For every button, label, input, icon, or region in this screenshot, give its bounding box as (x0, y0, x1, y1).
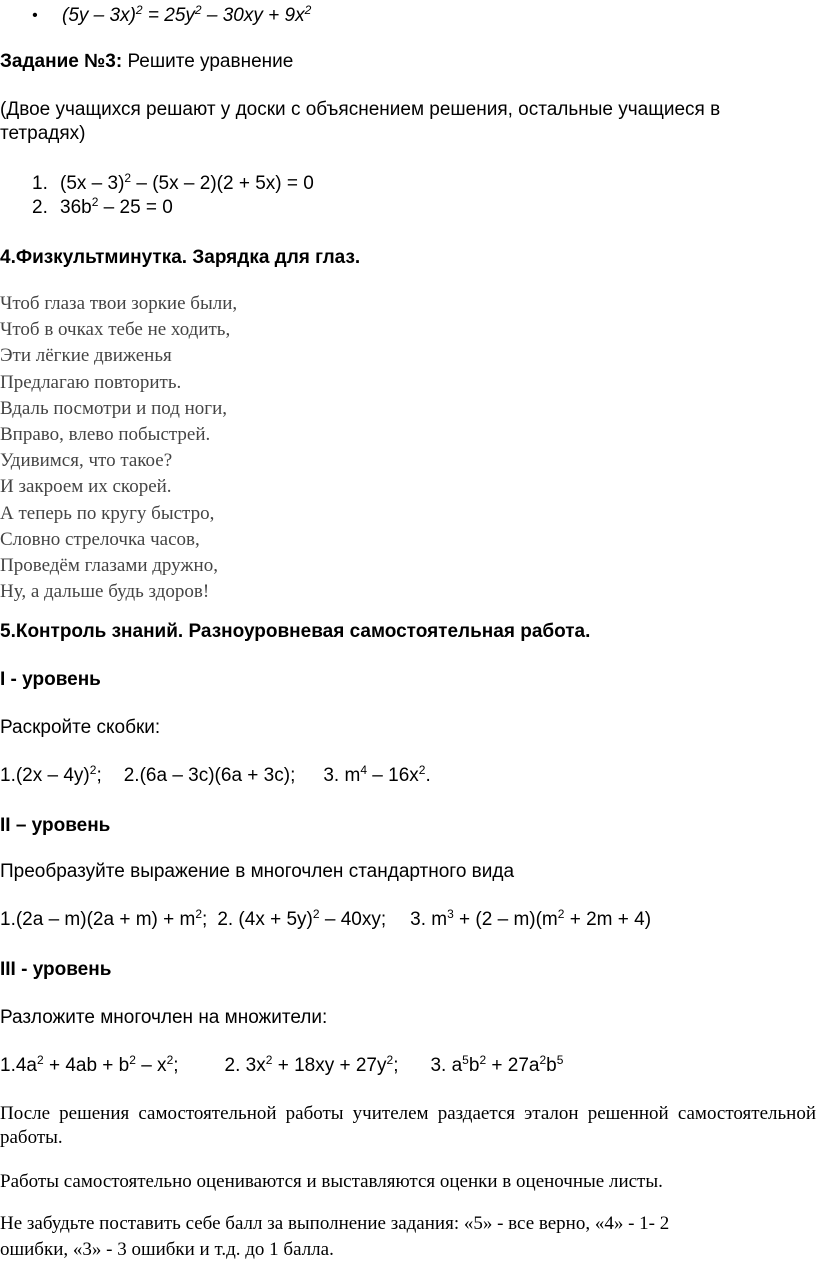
after-work-text: После решения самостоятельной работы учителем раздается эталон решенной самостоятельной работы. (0, 1103, 816, 1148)
poem-line: Чтоб глаза твои зоркие были, (0, 293, 238, 314)
level2-instruction: Преобразуйте выражение в многочлен стандартного вида (0, 861, 515, 882)
task3-text: Решите уравнение (122, 51, 294, 72)
task3-item-1: 1. (5x – 3)$^2$ – (5x – 2)(2 + 5x) = 0 (32, 171, 314, 194)
poem-line: Ну, а дальше будь здоров! (0, 581, 210, 603)
bullet-icon: • (32, 7, 38, 24)
poem-line: И закроем их скорей. (0, 476, 172, 498)
section4-title: 4.Физкультминутка. Зарядка для глаз. (0, 247, 361, 268)
task3-item-2: 2. $36b^2 - 25 = 0$ (32, 195, 173, 218)
formula-lhs: (5y – 3x) (62, 5, 136, 26)
points-line-2: ошибки, «3» - 3 ошибки и т.д. до 1 балла. (0, 1239, 334, 1260)
section5-title: 5.Контроль знаний. Разноуровневая самостоятельная работа. (0, 621, 591, 642)
poem-line: Удивимся, что такое? (0, 450, 173, 472)
level3-instruction: Разложите многочлен на множители: (0, 1007, 328, 1028)
poem-line: Чтоб в очках тебе не ходить, (0, 319, 231, 341)
level3-title: III - уровень (0, 959, 112, 980)
grading-text: Работы самостоятельно оцениваются и выставляются оценки в оценочные листы. (0, 1171, 663, 1192)
task3-title: Задание №3: (0, 51, 123, 72)
task3-heading (0, 50, 816, 74)
poem (0, 291, 816, 605)
task3-note-line1: (Двое учащихся решают у доски с объяснением решения, остальные учащиеся в (0, 99, 721, 120)
poem-line: Проведём глазами дружно, (0, 555, 218, 577)
level1-exercises: 1.(2x – 4y)$^2$; 2.(6a – 3c)(6a + 3c); 3. $m^4 - 16x^2$. (0, 763, 431, 786)
level2-title: II – уровень (0, 815, 111, 836)
poem-line: Словно стрелочка часов, (0, 528, 200, 550)
poem-line: Вдаль посмотри и под ноги, (0, 397, 227, 419)
level1-instruction: Раскройте скобки: (0, 717, 161, 738)
level1-title: I - уровень (0, 669, 101, 690)
points-line-1: Не забудьте поставить себе балл за выполнение задания: «5» - все верно, «4» - 1- 2 (0, 1213, 670, 1234)
level3-exercises: $1.4a^2 + 4ab + b^2 - x^2$; 2. $3x^2 + 18xy + 27y^2$; 3. $a^5b^2 + 27a^2b^5$ (0, 1053, 564, 1076)
level2-exercises: $1.(2a - m)(2a + m) + m^2$; 2. $(4x + 5y)^2 - 40xy$; 3. $m^3 + (2 - m)(m^2 + 2m + 4)$ (0, 907, 652, 930)
poem-line: А теперь по кругу быстро, (0, 502, 215, 524)
poem-line: Вправо, влево побыстрей. (0, 424, 211, 446)
task3-note-line2: тетрадях) (0, 123, 86, 144)
poem-line: Эти лёгкие движенья (0, 345, 172, 367)
poem-line: Предлагаю повторить. (0, 371, 182, 393)
